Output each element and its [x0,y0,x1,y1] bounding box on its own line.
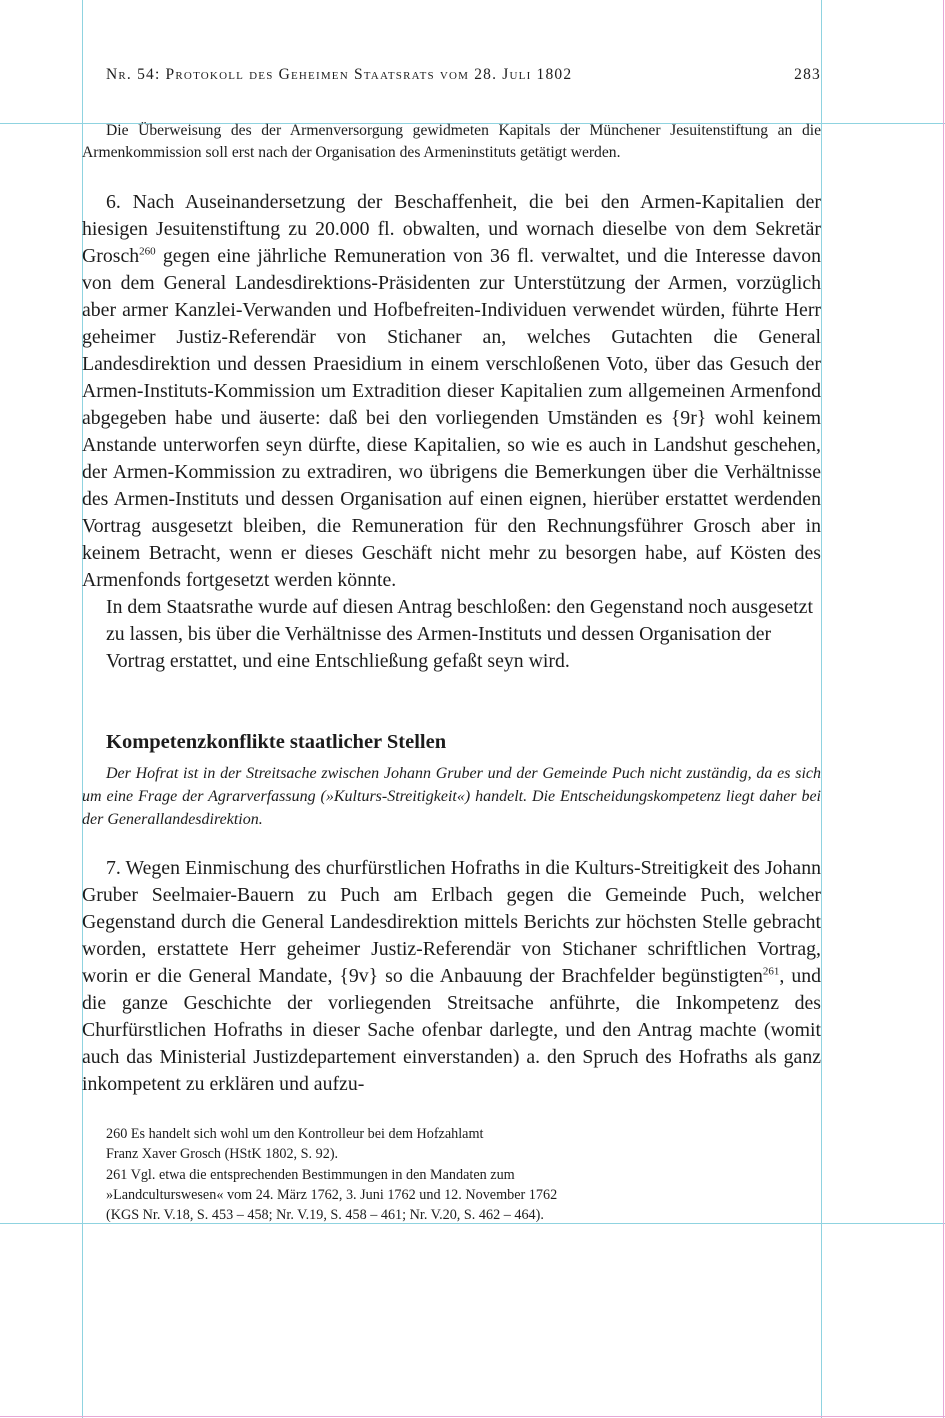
running-head-title: Nr. 54: Protokoll des Geheimen Staatsrats vom 28. Juli 1802 [106,66,573,83]
footnote-line: Franz Xaver Grosch (HStK 1802, S. 92). [106,1146,339,1163]
footnote-ref-261: 261 [762,965,780,978]
footnotes [106,1124,557,1225]
footnote-line: 261 Vgl. etwa die entsprechenden Bestimmungen in den Mandaten zum [106,1166,515,1183]
item-7-text-end: , und die ganze Geschichte der vorliegenden Streitsache anführte, die Inkompetenz des Churfürstlichen Hofraths in dieser Sache ofenbar darlegte, und den Antrag machte (womit auch das Ministerial Justizdepartement einverstanden) a. den Spruch des Hofraths als ganz inkompetent zu erklären und aufzu- [82,965,821,1095]
section-abstract: Der Hofrat ist in der Streitsache zwischen Johann Gruber und der Gemeinde Puch nicht zuständig, da es sich um eine Frage der Agrarverfassung (»Kulturs-Streitigkeit«) handelt. Die Entscheidungskompetenz liegt daher bei der Generallandesdirektion. [82,765,821,828]
section-heading: Kompetenzkonflikte staatlicher Stellen [106,731,447,753]
item-6-paragraph [82,189,821,594]
footnote-ref-260: 260 [139,245,156,258]
footnote-line: »Landculturswesen« vom 24. März 1762, 3. Juni 1762 und 12. November 1762 [106,1186,558,1203]
decision-paragraph: In dem Staatsrathe wurde auf diesen Antrag beschloßen: den Gegenstand noch ausgesetzt zu lassen, bis über die Verhältnisse des Armen-Instituts und dessen Organisation der Vortrag erstattet, und eine Entschließung gefaßt seyn wird. [106,596,813,672]
protocol-body [82,189,821,675]
item-6-summary: Die Überweisung des der Armenversorgung gewidmeten Kapitals der Münchener Jesuitenstiftung an die Armenkommission soll erst nach der Organisation des Armeninstituts getätigt werden. [82,122,821,161]
page-edge-right [943,0,944,1418]
footnote-line: (KGS Nr. V.18, S. 453 – 458; Nr. V.19, S. 458 – 461; Nr. V.20, S. 462 – 464). [106,1207,544,1224]
item-7-paragraph [82,855,821,1098]
item-6-text-end: gegen eine jährliche Remuneration von 36 fl. verwaltet, und die Interesse davon von dem General Landesdirektions-Präsidenten zur Unterstützung der Armen, vorzüglich aber armer Kanzlei-Verwanden und Hofbefreiten-Individuen verwendet würden, führte Herr geheimer Justiz-Referendär von Stichaner an, welches Gutachten die General Landesdirektion und dessen Praesidium in einem verschloßenen Voto, über das Gesuch der Armen-Instituts-Kommission um Extradition dieser Kapitalien zum allgemeinen Armenfond abgegeben habe und äuserte: daß bei den vorliegenden Umständen es {9r} wohl keinem Anstande unterworfen seyn dürfte, diese Kapitalien, so wie es auch in Landshut geschehen, der Armen-Kommission zu extradiren, wo übrigens die Bemerkungen über die Verhältnisse des Armen-Instituts und dessen Organisation auf einen eignen, hierüber erstattet werdenden Vortrag ausgesetzt bleiben, die Remuneration für den Rechnungsführer Grosch aber in keinem Betracht, wenn er dieses Geschäft nicht mehr zu besorgen habe, auf Kösten des Armenfonds fortgesetzt werden könnte. [82,245,821,591]
item-6-text-start: 6. Nach Auseinandersetzung der Beschaffenheit, die bei den Armen-Kapitalien der hiesigen Jesuitenstiftung zu 20.000 fl. obwalten, und wornach dieselbe von dem Sekretär Grosch [82,191,821,267]
margin-guide-right [821,0,822,1418]
page-number: 283 [794,66,821,83]
page-edge-bottom [0,1416,945,1417]
running-head [106,66,821,84]
footnote-line: 260 Es handelt sich wohl um den Kontrolleur bei dem Hofzahlamt [106,1126,484,1142]
item-7-text-start: 7. Wegen Einmischung des churfürstlichen Hofraths in die Kulturs-Streitigkeit des Johann Gruber Seelmaier-Bauern zu Puch am Erlbach gegen die Gemeinde Puch, welcher Gegenstand durch die General Landesdirektion mittels Berichts zur höchsten Stelle gebracht worden, erstattete Herr geheimer Justiz-Referendär von Stichaner schriftlichen Vortrag, worin er die General Mandate, {9v} so die Anbauung der Brachfelder begünstigten [82,857,821,987]
